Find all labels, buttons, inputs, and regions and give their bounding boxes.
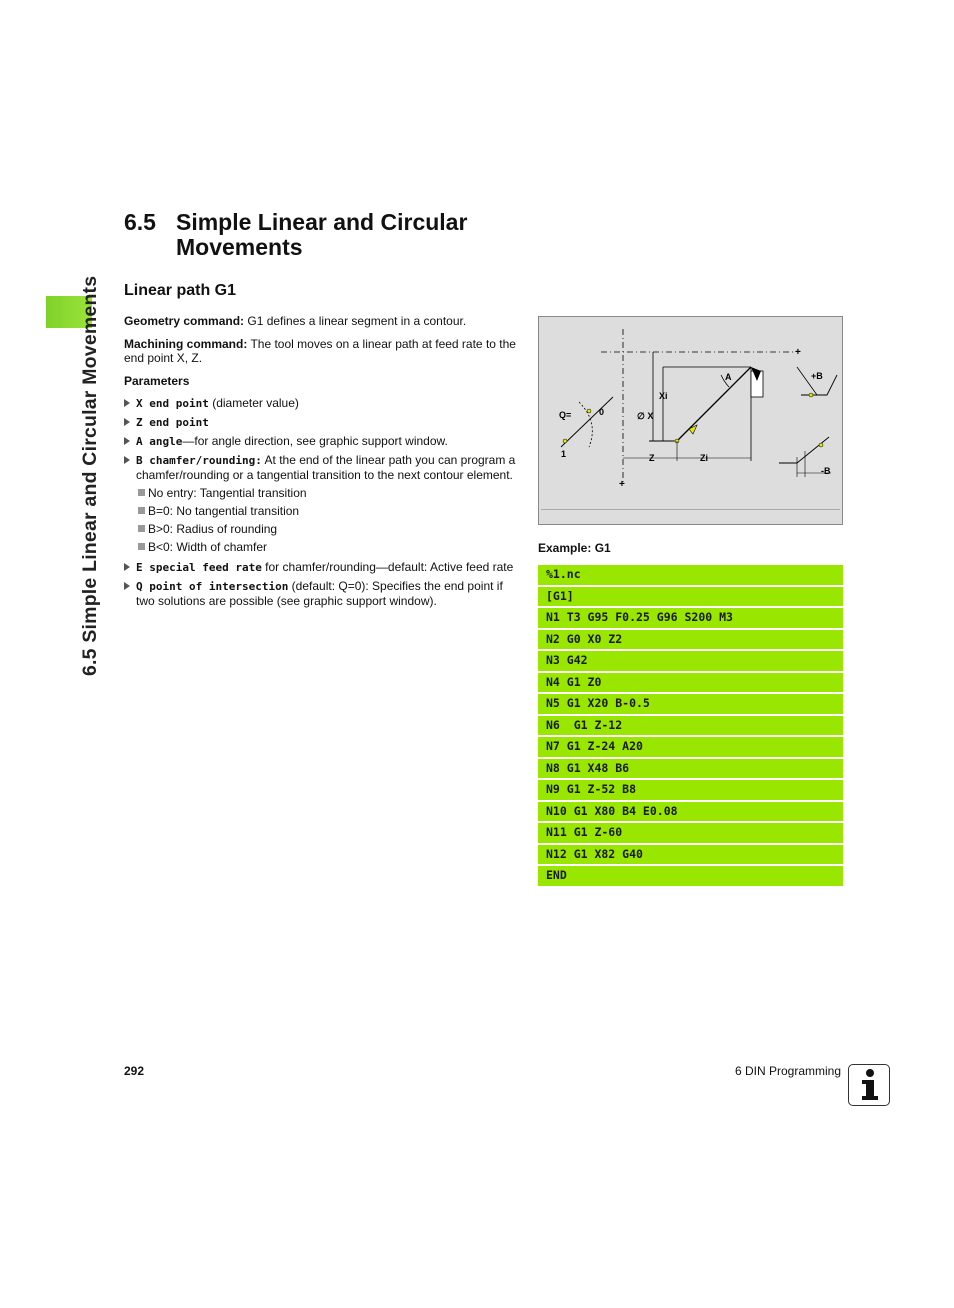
param-b-code: B chamfer/rounding: bbox=[136, 454, 262, 467]
code-line: N3 G42 bbox=[538, 651, 843, 671]
parameter-list bbox=[124, 396, 520, 608]
param-e-text: for chamfer/rounding—default: Active feed rate bbox=[261, 560, 514, 574]
geometry-label: Geometry command: bbox=[124, 314, 245, 328]
label-q-zero: 0 bbox=[599, 407, 605, 417]
machining-paragraph bbox=[124, 337, 520, 365]
geometry-paragraph bbox=[124, 314, 520, 328]
label-z: Z bbox=[649, 453, 655, 463]
param-a bbox=[124, 434, 520, 449]
param-b-option: B=0: No tangential transition bbox=[136, 504, 520, 518]
param-q bbox=[124, 579, 520, 608]
param-b-option: No entry: Tangential transition bbox=[136, 486, 520, 500]
plus-marker: + bbox=[619, 479, 625, 490]
code-line: N6 G1 Z-12 bbox=[538, 716, 843, 736]
code-line: N7 G1 Z-24 A20 bbox=[538, 737, 843, 757]
q-arc bbox=[579, 402, 592, 447]
example-label: Example: G1 bbox=[538, 541, 611, 555]
param-x-code: X end point bbox=[136, 397, 209, 410]
code-line: N9 G1 Z-52 B8 bbox=[538, 780, 843, 800]
param-b-text: At the end of the linear path you can program a chamfer/rounding or a tangential transition to the next contour element. bbox=[136, 453, 516, 482]
chapter-label: 6 DIN Programming bbox=[734, 1064, 841, 1078]
minus-b-point bbox=[819, 443, 823, 447]
plus-b-point bbox=[809, 393, 813, 397]
section-number: 6.5 bbox=[124, 209, 156, 235]
plus-marker: + bbox=[795, 347, 801, 358]
param-a-code: A angle bbox=[136, 435, 183, 448]
param-b-option: B<0: Width of chamfer bbox=[136, 540, 520, 554]
machining-text: The tool moves on a linear path at feed rate to the end point X, Z. bbox=[124, 337, 516, 365]
param-q-code: Q point of intersection bbox=[136, 580, 289, 593]
code-line: %1.nc bbox=[538, 565, 843, 585]
param-z bbox=[124, 415, 520, 430]
q-point bbox=[563, 439, 567, 443]
q-point bbox=[587, 409, 591, 413]
code-line: N4 G1 Z0 bbox=[538, 673, 843, 693]
section-title-line2: Movements bbox=[176, 234, 303, 260]
info-glyph-icon bbox=[849, 1065, 888, 1104]
param-b-option: B>0: Radius of rounding bbox=[136, 522, 520, 536]
linear-path bbox=[677, 367, 751, 441]
code-line: N10 G1 X80 B4 E0.08 bbox=[538, 802, 843, 822]
side-section-title: 6.5 Simple Linear and Circular Movements bbox=[79, 275, 101, 676]
q-line bbox=[561, 397, 613, 447]
machining-label: Machining command: bbox=[124, 337, 248, 351]
label-minus-b: -B bbox=[821, 466, 831, 476]
example-code-block bbox=[538, 565, 843, 888]
direction-arrow bbox=[689, 425, 697, 434]
label-plus-b: +B bbox=[811, 371, 823, 381]
graphic-status-strip bbox=[541, 509, 840, 520]
code-line: END bbox=[538, 866, 843, 886]
param-b bbox=[124, 453, 520, 554]
label-xi: Xi bbox=[659, 391, 668, 401]
param-e-code: E special feed rate bbox=[136, 561, 262, 574]
code-line: N5 G1 X20 B-0.5 bbox=[538, 694, 843, 714]
parameters-heading: Parameters bbox=[124, 374, 190, 388]
section-title-line1: Simple Linear and Circular bbox=[176, 209, 468, 235]
label-a: A bbox=[725, 372, 732, 382]
label-q: Q= bbox=[559, 410, 572, 420]
param-x bbox=[124, 396, 520, 411]
linear-path-diagram bbox=[539, 317, 842, 524]
param-a-text: —for angle direction, see graphic support window. bbox=[182, 434, 448, 448]
code-line: N8 G1 X48 B6 bbox=[538, 759, 843, 779]
section-title bbox=[124, 210, 524, 260]
param-q-text: (default: Q=0): Specifies the end point if two solutions are possible (see graphic support window). bbox=[136, 579, 503, 608]
geometry-text: G1 defines a linear segment in a contour. bbox=[244, 314, 467, 328]
code-line: N12 G1 X82 G40 bbox=[538, 845, 843, 865]
code-line: N1 T3 G95 F0.25 G96 S200 M3 bbox=[538, 608, 843, 628]
body-text bbox=[124, 314, 520, 612]
code-line: [G1] bbox=[538, 587, 843, 607]
minus-b-contour bbox=[779, 437, 829, 463]
graphic-support-window bbox=[538, 316, 843, 525]
code-line: N11 G1 Z-60 bbox=[538, 823, 843, 843]
subsection-title: Linear path G1 bbox=[124, 282, 237, 299]
param-x-text: (diameter value) bbox=[208, 396, 299, 410]
label-q-one: 1 bbox=[561, 449, 567, 459]
param-b-options bbox=[136, 486, 520, 554]
param-e bbox=[124, 560, 520, 575]
code-line: N2 G0 X0 Z2 bbox=[538, 630, 843, 650]
label-zi: Zi bbox=[700, 453, 708, 463]
label-diam-x: ∅ X bbox=[637, 411, 654, 421]
param-z-code: Z end point bbox=[136, 416, 209, 429]
info-icon bbox=[848, 1064, 890, 1106]
page-number: 292 bbox=[124, 1064, 145, 1078]
